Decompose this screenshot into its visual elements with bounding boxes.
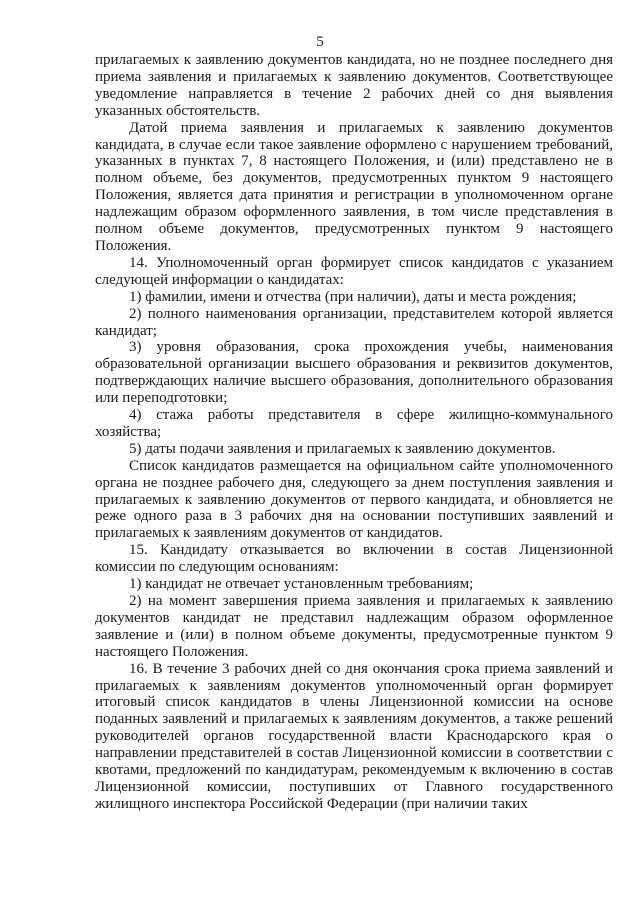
list-item-14-3: 3) уровня образования, срока прохождения учебы, наименования образовательной организации высшего образования и реквизитов документов, подтверждающих наличие высшего образования, дополнительного образования или переподготовки; <box>95 339 613 407</box>
paragraph-item-15: 15. Кандидату отказывается во включении в состав Лицензионной комиссии по следующим основаниям: <box>95 542 613 576</box>
document-body <box>95 52 613 813</box>
paragraph-continuation: прилагаемых к заявлению документов кандидата, но не позднее последнего дня приема заявления и прилагаемых к заявлению документов. Соответствующее уведомление направляется в течение 2 рабочих дней со дня выявления указанных обстоятельств. <box>95 52 613 119</box>
list-item-15-1: 1) кандидат не отвечает установленным требованиям; <box>129 576 474 593</box>
list-item-14-2: 2) полного наименования организации, представителем которой является кандидат; <box>95 305 613 339</box>
list-item-14-1: 1) фамилии, имени и отчества (при наличии), даты и места рождения; <box>129 288 577 305</box>
paragraph-candidate-list: Список кандидатов размещается на официальном сайте уполномоченного органа не позднее рабочего дня, следующего за днем поступления заявления и прилагаемых к заявлению документов от первого кандидата, и обновляется не реже одного раза в 3 рабочих дня на основании поступивших заявлений и прилагаемых к заявлениям документов от кандидатов. <box>95 457 613 542</box>
list-item-15-2: 2) на момент завершения приема заявления и прилагаемых к заявлению документов кандидат не представил надлежащим образом оформленное заявление и (или) в полном объеме документы, предусмотренные пунктом 9 настоящего Положения. <box>95 593 613 660</box>
paragraph-item-14: 14. Уполномоченный орган формирует список кандидатов с указанием следующей информации о кандидатах: <box>95 254 613 288</box>
paragraph-acceptance-date: Датой приема заявления и прилагаемых к заявлению документов кандидата, в случае если такое заявление оформлено с нарушением требований, указанных в пунктах 7, 8 настоящего Положения, и (или) представлено не в полном объеме, без документов, предусмотренных пунктом 9 настоящего Положения, является дата принятия и регистрации в уполномоченном органе надлежащим образом оформленного заявления, в том числе представления в полном объеме документов, предусмотренных пунктом 9 настоящего Положения. <box>95 119 613 254</box>
page-number: 5 <box>316 34 324 50</box>
list-item-14-4: 4) стажа работы представителя в сфере жилищно-коммунального хозяйства; <box>95 407 613 440</box>
paragraph-item-16: 16. В течение 3 рабочих дней со дня окончания срока приема заявлений и прилагаемых к заявлениям документов уполномоченный орган формирует итоговый список кандидатов в члены Лицензионной комиссии на основе поданных заявлений и прилагаемых к заявлениям документов, а также решений руководителей органов государственной власти Краснодарского края о направлении представителей в состав Лицензионной комиссии в соответствии с квотами, предложений по кандидатурам, рекомендуемым к включению в состав Лицензионной комиссии, поступивших от Главного государственного жилищного инспектора Российской Федерации (при наличии таких <box>95 660 613 812</box>
list-item-14-5: 5) даты подачи заявления и прилагаемых к заявлению документов. <box>129 440 556 457</box>
